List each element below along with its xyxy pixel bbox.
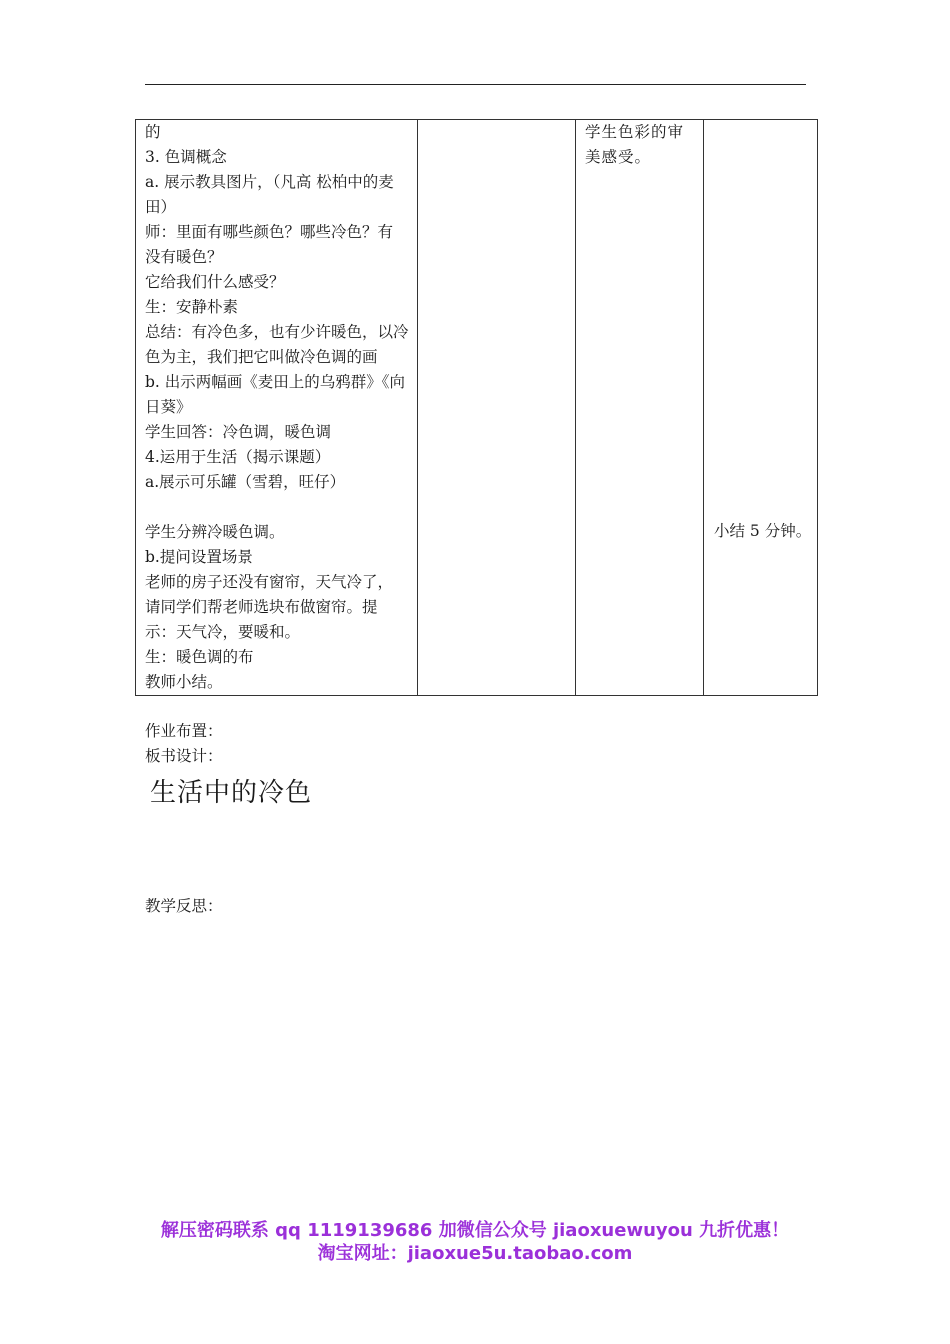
teaching-process-line: 没有暖色？ <box>145 248 223 266</box>
teaching-process-cell <box>136 120 418 696</box>
summary-time-note: 小结 5 分钟。 <box>714 522 812 540</box>
teaching-process-line: 田） <box>145 198 177 216</box>
note-cell <box>704 120 818 696</box>
teaching-process-line: 生：安静朴素 <box>145 298 239 316</box>
table-row <box>136 120 818 696</box>
teaching-process-line: b.提问设置场景 <box>145 548 253 566</box>
teaching-process-line: 日葵》 <box>145 398 192 416</box>
reflection-label: 教学反思： <box>145 897 223 915</box>
teaching-process-line: 总结：有冷色多，也有少许暖色，以冷 <box>145 323 409 341</box>
teaching-process-line: 色为主，我们把它叫做冷色调的画 <box>145 348 378 366</box>
teaching-process-line: 教师小结。 <box>145 673 223 691</box>
board-title: 生活中的冷色 <box>150 778 313 808</box>
teaching-process-line: 它给我们什么感受？ <box>145 273 285 291</box>
teaching-process-line: 示：天气冷，要暖和。 <box>145 623 301 641</box>
teaching-process-line: 3. 色调概念 <box>145 148 227 166</box>
teaching-process-line: b. 出示两幅画《麦田上的乌鸦群》《向 <box>145 373 406 391</box>
homework-label: 作业布置： <box>145 722 223 740</box>
teaching-process-line: 学生回答：冷色调，暖色调 <box>145 423 332 441</box>
teaching-process-line: 生：暖色调的布 <box>145 648 254 666</box>
teaching-process-line <box>145 495 409 520</box>
teaching-process-line: 4.运用于生活（揭示课题） <box>145 448 331 466</box>
footer-contact-line: 解压密码联系 qq 1119139686 加微信公众号 jiaoxuewuyou 九折优惠！ <box>160 1220 790 1241</box>
teaching-process-line: 的 <box>145 123 161 141</box>
student-activity-cell <box>576 120 704 696</box>
teaching-process-text <box>145 120 409 695</box>
teaching-process-line: 学生分辨冷暖色调。 <box>145 523 285 541</box>
teaching-process-line: a.展示可乐罐（雪碧，旺仔） <box>145 473 346 491</box>
teaching-process-line: 请同学们帮老师选块布做窗帘。提 <box>145 598 378 616</box>
lesson-table <box>135 119 818 696</box>
teaching-process-line: 师：里面有哪些颜色？哪些冷色？有 <box>145 223 394 241</box>
teaching-process-line: 老师的房子还没有窗帘，天气冷了， <box>145 573 394 591</box>
footer-shop-line: 淘宝网址：jiaoxue5u.taobao.com <box>317 1243 633 1264</box>
empty-cell <box>418 120 576 696</box>
header-rule <box>145 84 806 85</box>
teaching-process-line: a. 展示教具图片，（凡高 松柏中的麦 <box>145 173 394 191</box>
student-activity-line: 学生色彩的审 <box>585 123 685 141</box>
board-design-label: 板书设计： <box>145 747 223 765</box>
student-activity-line: 美感受。 <box>585 148 652 166</box>
